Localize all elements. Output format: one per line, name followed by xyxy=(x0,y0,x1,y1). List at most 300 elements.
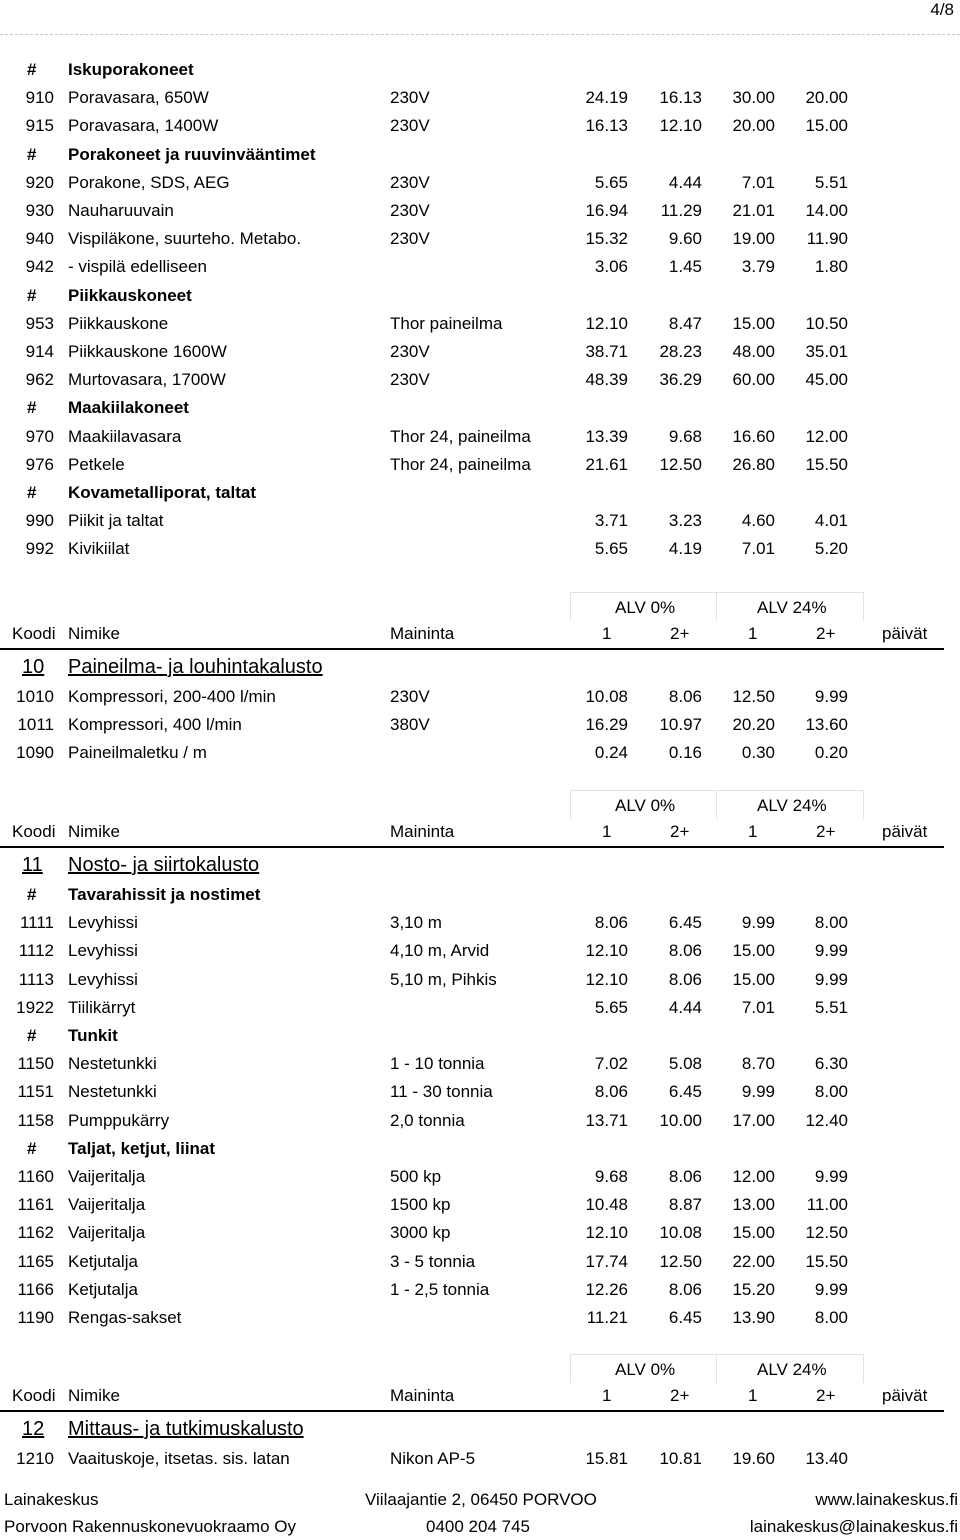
price-alv24-2plus: 9.99 xyxy=(814,941,848,961)
item-name: Kompressori, 400 l/min xyxy=(68,715,242,735)
item-mention: Nikon AP-5 xyxy=(390,1449,476,1468)
item-mention: 5,10 m, Pihkis xyxy=(390,969,497,989)
category-name: Maakiilakoneet xyxy=(68,398,189,418)
price-alv0-2plus: 10.81 xyxy=(659,1449,702,1468)
item-mention: Thor 24, paineilma xyxy=(390,454,531,474)
price-alv24-2plus: 1.80 xyxy=(814,257,848,277)
price-alv0-2plus: 6.45 xyxy=(668,1308,702,1327)
price-alv0-1: 11.21 xyxy=(586,1308,628,1327)
item-code: 910 xyxy=(25,88,54,108)
item-name: Vaijeritalja xyxy=(68,1195,146,1215)
table-row xyxy=(0,1220,960,1246)
category-name: Kovametalliporat, taltat xyxy=(68,483,256,502)
col-qty1-alv24: 1 xyxy=(748,1386,758,1405)
price-alv0-1: 3.71 xyxy=(594,511,628,531)
price-alv0-2plus: 36.29 xyxy=(659,370,702,390)
price-alv0-2plus: 6.45 xyxy=(668,1082,702,1102)
price-alv24-2plus: 13.40 xyxy=(805,1449,848,1468)
column-headers xyxy=(0,620,944,650)
price-alv24-2plus: 35.01 xyxy=(805,342,848,361)
price-alv0-1: 10.48 xyxy=(585,1195,628,1215)
price-alv24-2plus: 11.00 xyxy=(806,1195,848,1215)
category-row xyxy=(0,283,960,309)
price-alv24-1: 20.00 xyxy=(732,116,775,136)
price-alv24-1: 13.90 xyxy=(732,1308,775,1327)
price-alv24-1: 8.70 xyxy=(741,1054,775,1074)
price-alv0-2plus: 16.13 xyxy=(659,88,702,108)
item-name: Murtovasara, 1700W xyxy=(68,370,226,390)
item-name: Maakiilavasara xyxy=(68,426,182,446)
col-koodi: Koodi xyxy=(12,822,56,841)
item-code: 953 xyxy=(25,313,54,333)
section-number: 10 xyxy=(22,656,45,678)
price-alv24-2plus: 15.50 xyxy=(805,1251,848,1271)
item-name: Petkele xyxy=(68,454,125,474)
column-headers xyxy=(0,818,944,848)
price-alv24-2plus: 4.01 xyxy=(814,511,848,531)
table-row xyxy=(0,1192,960,1218)
price-alv0-2plus: 10.00 xyxy=(659,1110,702,1130)
price-alv24-1: 15.00 xyxy=(732,1223,775,1243)
price-alv0-2plus: 12.50 xyxy=(659,454,702,474)
price-alv24-2plus: 6.30 xyxy=(814,1054,848,1074)
item-mention: 230V xyxy=(390,116,430,136)
page-number: 4/8 xyxy=(930,0,954,19)
price-alv24-1: 17.00 xyxy=(732,1110,775,1130)
table-header xyxy=(0,790,960,848)
price-alv0-1: 48.39 xyxy=(585,370,628,390)
col-qty2-alv24: 2+ xyxy=(816,822,836,841)
category-row xyxy=(0,1136,960,1162)
price-alv24-1: 19.00 xyxy=(732,229,775,249)
price-alv0-1: 8.06 xyxy=(594,913,628,933)
price-alv24-1: 12.50 xyxy=(732,687,775,706)
item-name: Nauharuuvain xyxy=(68,201,174,220)
item-code: 1150 xyxy=(17,1054,54,1074)
price-alv24-1: 15.00 xyxy=(732,313,775,333)
col-qty1-alv0: 1 xyxy=(602,624,612,643)
category-row xyxy=(0,480,960,506)
price-alv24-2plus: 10.50 xyxy=(805,313,848,333)
item-mention: 230V xyxy=(390,201,430,220)
price-alv0-1: 13.39 xyxy=(585,426,628,446)
col-nimike: Nimike xyxy=(68,1386,120,1405)
item-code: 990 xyxy=(25,511,54,531)
item-code: 920 xyxy=(25,172,54,192)
table-row xyxy=(0,226,960,252)
item-code: 940 xyxy=(25,229,54,249)
price-alv24-2plus: 20.00 xyxy=(805,88,848,108)
price-alv24-1: 20.20 xyxy=(732,715,775,735)
item-code: 1166 xyxy=(17,1279,54,1299)
item-mention: 4,10 m, Arvid xyxy=(390,941,490,961)
price-alv0-2plus: 8.06 xyxy=(668,969,702,989)
item-name: - vispilä edelliseen xyxy=(68,257,207,277)
alv0-label: ALV 0% xyxy=(615,598,676,617)
table-row xyxy=(0,198,960,224)
section-heading xyxy=(0,852,960,882)
price-alv24-2plus: 15.50 xyxy=(805,454,848,474)
item-name: Pumppukärry xyxy=(68,1110,170,1130)
table-row xyxy=(0,684,960,710)
item-code: 915 xyxy=(25,116,54,136)
price-alv24-2plus: 14.00 xyxy=(805,201,848,220)
item-mention: 3,10 m xyxy=(390,913,442,933)
price-alv0-1: 5.65 xyxy=(594,539,628,559)
price-alv0-1: 12.10 xyxy=(585,941,628,961)
col-qty1-alv24: 1 xyxy=(748,822,758,841)
price-alv0-1: 15.81 xyxy=(585,1449,628,1468)
price-alv24-1: 15.20 xyxy=(732,1279,775,1299)
category-marker: # xyxy=(27,285,37,305)
price-alv24-2plus: 12.00 xyxy=(805,426,848,446)
category-marker: # xyxy=(27,398,37,418)
item-name: Vaijeritalja xyxy=(68,1167,146,1186)
price-alv24-1: 60.00 xyxy=(732,370,775,390)
alv24-group xyxy=(716,1354,864,1383)
alv0-group xyxy=(570,1354,718,1383)
section-number: 12 xyxy=(22,1418,45,1440)
price-alv24-2plus: 8.00 xyxy=(814,1308,848,1327)
item-mention: 230V xyxy=(390,88,430,108)
item-code: 1010 xyxy=(16,687,54,706)
table-row xyxy=(0,1108,960,1134)
price-alv0-1: 21.61 xyxy=(585,454,628,474)
table-row xyxy=(0,967,960,993)
item-mention: 3 - 5 tonnia xyxy=(390,1251,476,1271)
price-alv24-2plus: 0.20 xyxy=(814,743,848,763)
item-name: Levyhissi xyxy=(68,913,138,933)
item-mention: 230V xyxy=(390,370,430,390)
price-alv24-2plus: 13.60 xyxy=(805,715,848,735)
price-alv24-2plus: 9.99 xyxy=(814,969,848,989)
item-name: Piikit ja taltat xyxy=(68,511,164,531)
price-alv24-2plus: 11.90 xyxy=(806,229,848,249)
price-alv24-1: 30.00 xyxy=(732,88,775,108)
price-alv0-1: 0.24 xyxy=(594,743,628,763)
price-alv24-1: 48.00 xyxy=(732,342,775,361)
table-row xyxy=(0,1164,960,1190)
table-row xyxy=(0,1305,960,1331)
col-maininta: Maininta xyxy=(390,624,455,643)
price-alv0-2plus: 11.29 xyxy=(660,201,702,220)
price-alv24-1: 3.79 xyxy=(741,257,775,277)
item-code: 1210 xyxy=(16,1449,54,1468)
table-row xyxy=(0,1446,960,1472)
price-alv0-1: 12.10 xyxy=(585,1223,628,1243)
price-alv24-1: 7.01 xyxy=(741,997,775,1017)
item-code: 1011 xyxy=(17,715,54,735)
price-alv24-1: 15.00 xyxy=(732,941,775,961)
item-code: 1090 xyxy=(16,743,54,763)
section-title: Nosto- ja siirtokalusto xyxy=(68,854,260,876)
category-row xyxy=(0,882,960,908)
col-paivat: päivät xyxy=(882,1386,928,1405)
price-alv24-1: 26.80 xyxy=(732,454,775,474)
category-row xyxy=(0,395,960,421)
footer-phone: 0400 204 745 xyxy=(426,1517,530,1536)
top-divider xyxy=(0,34,960,35)
item-name: Piikkauskone 1600W xyxy=(68,342,227,361)
section-heading xyxy=(0,1416,960,1446)
price-alv24-1: 7.01 xyxy=(741,172,775,192)
price-alv24-2plus: 5.51 xyxy=(814,997,848,1017)
price-alv24-1: 9.99 xyxy=(741,1082,775,1102)
price-alv0-2plus: 8.06 xyxy=(668,1279,702,1299)
item-code: 942 xyxy=(25,257,54,277)
col-qty2-alv24: 2+ xyxy=(816,624,836,643)
col-qty2-alv0: 2+ xyxy=(670,624,690,643)
price-alv24-2plus: 45.00 xyxy=(805,370,848,390)
item-name: Piikkauskone xyxy=(68,313,169,333)
category-name: Taljat, ketjut, liinat xyxy=(68,1138,216,1158)
item-name: Nestetunkki xyxy=(68,1054,157,1074)
price-alv0-1: 15.32 xyxy=(585,229,628,249)
price-alv0-2plus: 4.44 xyxy=(668,997,702,1017)
price-alv0-2plus: 12.50 xyxy=(659,1251,702,1271)
item-mention: 1 - 2,5 tonnia xyxy=(390,1279,490,1299)
alv0-group xyxy=(570,790,718,819)
table-row xyxy=(0,424,960,450)
alv24-group xyxy=(716,790,864,819)
price-alv0-2plus: 9.68 xyxy=(668,426,702,446)
price-alv24-1: 21.01 xyxy=(732,201,775,220)
price-alv24-1: 4.60 xyxy=(741,511,775,531)
item-code: 970 xyxy=(25,426,54,446)
item-code: 1151 xyxy=(17,1082,54,1102)
item-code: 1922 xyxy=(16,997,54,1017)
table-row xyxy=(0,910,960,936)
price-alv24-1: 16.60 xyxy=(732,426,775,446)
item-name: Levyhissi xyxy=(68,969,138,989)
item-code: 914 xyxy=(25,342,54,361)
category-name: Porakoneet ja ruuvinvääntimet xyxy=(68,144,316,164)
item-name: Nestetunkki xyxy=(68,1082,157,1102)
table-row xyxy=(0,1249,960,1275)
table-row xyxy=(0,938,960,964)
price-alv24-2plus: 15.00 xyxy=(805,116,848,136)
table-row xyxy=(0,170,960,196)
item-code: 976 xyxy=(25,454,54,474)
category-marker: # xyxy=(27,483,37,502)
price-alv0-2plus: 0.16 xyxy=(668,743,702,763)
alv0-label: ALV 0% xyxy=(615,1360,676,1379)
price-alv0-2plus: 12.10 xyxy=(659,116,702,136)
price-alv0-1: 13.71 xyxy=(585,1110,628,1130)
price-alv24-1: 9.99 xyxy=(741,913,775,933)
price-alv0-2plus: 10.08 xyxy=(659,1223,702,1243)
item-code: 1161 xyxy=(17,1195,54,1215)
price-alv0-1: 10.08 xyxy=(585,687,628,706)
price-alv24-1: 7.01 xyxy=(741,539,775,559)
category-name: Tavarahissit ja nostimet xyxy=(68,885,261,904)
price-alv24-1: 22.00 xyxy=(732,1251,775,1271)
category-name: Tunkit xyxy=(68,1026,118,1045)
item-name: Kompressori, 200-400 l/min xyxy=(68,687,276,706)
item-mention: 2,0 tonnia xyxy=(390,1110,465,1130)
price-alv0-2plus: 4.19 xyxy=(668,539,702,559)
price-alv24-1: 0.30 xyxy=(741,743,775,763)
item-mention: Thor paineilma xyxy=(390,313,503,333)
item-name: Vaaituskoje, itsetas. sis. latan xyxy=(68,1449,290,1468)
category-name: Piikkauskoneet xyxy=(68,285,192,305)
price-alv24-2plus: 5.20 xyxy=(814,539,848,559)
section-title: Mittaus- ja tutkimuskalusto xyxy=(68,1418,304,1440)
price-alv0-2plus: 8.06 xyxy=(668,1167,702,1186)
price-alv24-2plus: 9.99 xyxy=(814,687,848,706)
item-mention: 1 - 10 tonnia xyxy=(390,1054,485,1074)
alv24-label: ALV 24% xyxy=(757,598,827,617)
footer-company: Lainakeskus xyxy=(4,1490,99,1509)
item-code: 1113 xyxy=(18,969,54,989)
price-alv0-1: 9.68 xyxy=(594,1167,628,1186)
col-koodi: Koodi xyxy=(12,624,56,643)
table-row xyxy=(0,113,960,139)
table-row xyxy=(0,995,960,1021)
table-row xyxy=(0,339,960,365)
item-mention: 230V xyxy=(390,342,430,361)
item-code: 1160 xyxy=(17,1167,54,1186)
category-marker: # xyxy=(27,144,37,164)
item-code: 1111 xyxy=(19,913,54,933)
col-maininta: Maininta xyxy=(390,822,455,841)
table-row xyxy=(0,311,960,337)
item-mention: 230V xyxy=(390,229,430,249)
category-marker: # xyxy=(27,1138,37,1158)
category-row xyxy=(0,1023,960,1049)
col-paivat: päivät xyxy=(882,822,928,841)
item-mention: 3000 kp xyxy=(390,1223,451,1243)
alv0-group xyxy=(570,592,718,621)
col-qty1-alv24: 1 xyxy=(748,624,758,643)
table-header xyxy=(0,1354,960,1412)
price-alv0-1: 12.10 xyxy=(585,969,628,989)
price-alv0-1: 16.94 xyxy=(585,201,628,220)
section-heading xyxy=(0,654,960,684)
price-alv0-2plus: 8.06 xyxy=(668,941,702,961)
col-qty2-alv0: 2+ xyxy=(670,1386,690,1405)
col-nimike: Nimike xyxy=(68,624,120,643)
category-row xyxy=(0,142,960,168)
col-qty2-alv0: 2+ xyxy=(670,822,690,841)
table-row xyxy=(0,1277,960,1303)
section-number: 11 xyxy=(22,854,43,876)
item-mention: 500 kp xyxy=(390,1167,442,1186)
item-mention: 380V xyxy=(390,715,430,735)
price-alv0-2plus: 8.87 xyxy=(668,1195,702,1215)
item-name: Rengas-sakset xyxy=(68,1308,182,1327)
price-alv24-1: 13.00 xyxy=(732,1195,775,1215)
price-alv24-1: 19.60 xyxy=(732,1449,775,1468)
alv24-label: ALV 24% xyxy=(757,1360,827,1379)
table-row xyxy=(0,536,960,562)
item-code: 962 xyxy=(25,370,54,390)
price-alv24-1: 12.00 xyxy=(732,1167,775,1186)
category-marker: # xyxy=(27,1026,37,1045)
price-alv24-2plus: 8.00 xyxy=(814,1082,848,1102)
item-code: 1162 xyxy=(17,1223,54,1243)
table-row xyxy=(0,712,960,738)
price-alv0-2plus: 3.23 xyxy=(668,511,702,531)
price-alv0-2plus: 8.47 xyxy=(668,313,702,333)
price-alv0-2plus: 5.08 xyxy=(668,1054,702,1074)
item-name: Kivikiilat xyxy=(68,539,130,559)
price-alv0-1: 17.74 xyxy=(585,1251,628,1271)
table-row xyxy=(0,1051,960,1077)
price-alv24-2plus: 9.99 xyxy=(814,1167,848,1186)
price-alv0-2plus: 9.60 xyxy=(668,229,702,249)
item-name: Porakone, SDS, AEG xyxy=(68,172,230,192)
price-alv0-1: 16.13 xyxy=(585,116,628,136)
item-mention: Thor 24, paineilma xyxy=(390,426,531,446)
price-alv0-1: 16.29 xyxy=(585,715,628,735)
category-marker: # xyxy=(27,885,37,904)
col-qty2-alv24: 2+ xyxy=(816,1386,836,1405)
footer-email[interactable]: lainakeskus@lainakeskus.fi xyxy=(749,1517,958,1536)
category-marker: # xyxy=(27,60,37,79)
alv24-group xyxy=(716,592,864,621)
price-alv0-2plus: 4.44 xyxy=(668,172,702,192)
price-alv0-1: 5.65 xyxy=(594,172,628,192)
price-alv24-2plus: 12.40 xyxy=(805,1110,848,1130)
price-alv0-1: 5.65 xyxy=(594,997,628,1017)
item-mention: 1500 kp xyxy=(390,1195,451,1215)
price-alv0-1: 24.19 xyxy=(585,88,628,108)
price-alv24-2plus: 5.51 xyxy=(814,172,848,192)
price-alv0-1: 8.06 xyxy=(594,1082,628,1102)
item-code: 1158 xyxy=(17,1110,54,1130)
price-alv0-2plus: 6.45 xyxy=(668,913,702,933)
price-alv0-2plus: 8.06 xyxy=(668,687,702,706)
item-name: Vispiläkone, suurteho. Metabo. xyxy=(68,229,302,249)
table-row xyxy=(0,85,960,111)
item-name: Levyhissi xyxy=(68,941,138,961)
price-alv0-2plus: 1.45 xyxy=(668,257,702,277)
item-name: Tiilikärryt xyxy=(68,997,136,1017)
price-alv0-1: 12.10 xyxy=(585,313,628,333)
price-alv24-2plus: 9.99 xyxy=(814,1279,848,1299)
col-maininta: Maininta xyxy=(390,1386,455,1405)
item-mention: 230V xyxy=(390,172,430,192)
price-alv0-1: 38.71 xyxy=(585,342,628,361)
price-alv0-1: 3.06 xyxy=(594,257,628,277)
item-mention: 230V xyxy=(390,687,430,706)
footer-website[interactable]: www.lainakeskus.fi xyxy=(815,1490,958,1509)
price-alv24-2plus: 12.50 xyxy=(805,1223,848,1243)
item-mention: 11 - 30 tonnia xyxy=(390,1082,493,1102)
table-row xyxy=(0,508,960,534)
table-row xyxy=(0,367,960,393)
alv24-label: ALV 24% xyxy=(757,796,827,815)
item-name: Ketjutalja xyxy=(68,1251,138,1271)
item-code: 1165 xyxy=(17,1251,54,1271)
alv0-label: ALV 0% xyxy=(615,796,676,815)
item-code: 1112 xyxy=(18,941,54,961)
price-alv24-2plus: 8.00 xyxy=(814,913,848,933)
price-alv0-2plus: 10.97 xyxy=(659,715,702,735)
col-koodi: Koodi xyxy=(12,1386,56,1405)
item-name: Ketjutalja xyxy=(68,1279,138,1299)
col-paivat: päivät xyxy=(882,624,928,643)
column-headers xyxy=(0,1382,944,1412)
footer-legal-name: Porvoon Rakennuskonevuokraamo Oy xyxy=(4,1517,296,1536)
category-name: Iskuporakoneet xyxy=(68,60,194,79)
table-header xyxy=(0,592,960,650)
table-row xyxy=(0,1079,960,1105)
item-name: Paineilmaletku / m xyxy=(68,743,207,763)
col-qty1-alv0: 1 xyxy=(602,822,612,841)
table-row xyxy=(0,254,960,280)
